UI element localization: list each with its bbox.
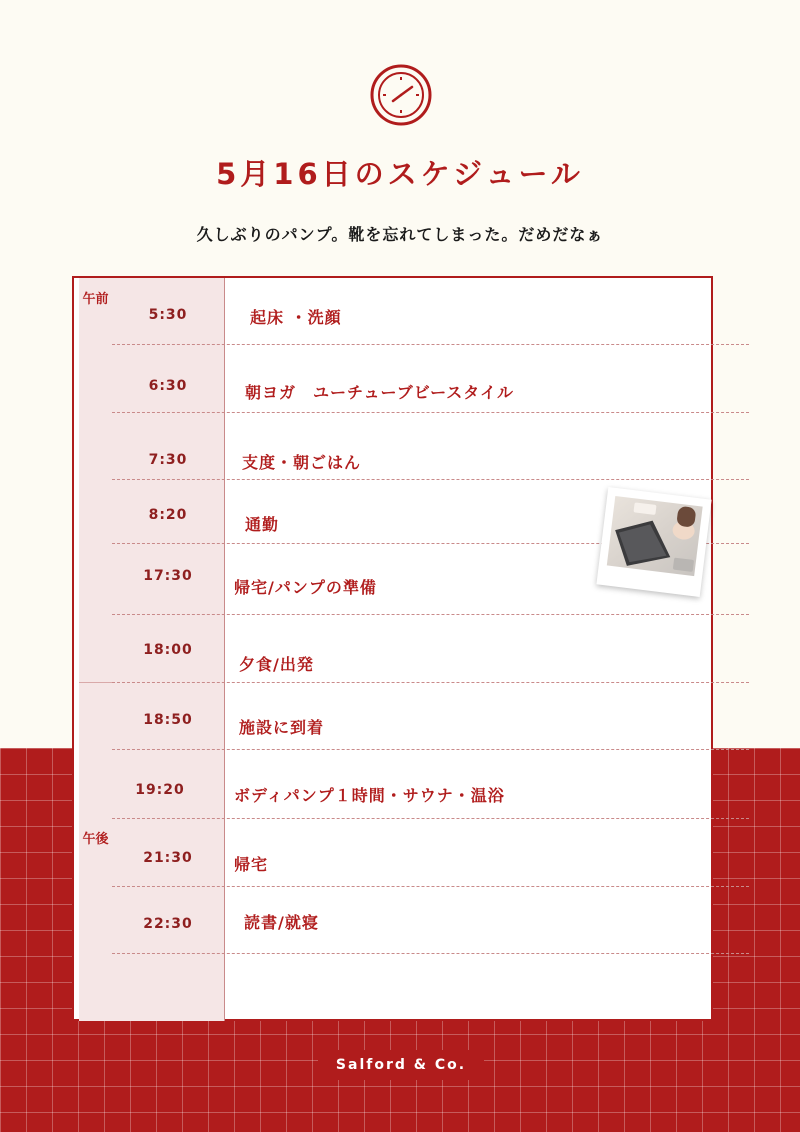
activity-label: 支度・朝ごはん bbox=[242, 453, 362, 472]
period-label-pm: 午後 bbox=[82, 832, 109, 847]
time-label: 18:00 bbox=[143, 642, 193, 658]
time-label: 17:30 bbox=[143, 568, 193, 584]
schedule-card bbox=[72, 276, 713, 1021]
activity-label: 帰宅 bbox=[234, 855, 269, 874]
row-divider bbox=[112, 749, 749, 750]
laptop-illustration bbox=[607, 496, 703, 576]
time-label: 5:30 bbox=[148, 307, 188, 323]
activity-label: ボディパンプ１時間・サウナ・温浴 bbox=[234, 786, 505, 805]
time-label: 22:30 bbox=[143, 916, 193, 932]
time-label: 6:30 bbox=[148, 378, 188, 394]
time-label: 8:20 bbox=[148, 507, 188, 523]
page-title: 5月16日のスケジュール bbox=[216, 157, 584, 191]
activity-label: 施設に到着 bbox=[239, 718, 325, 737]
activity-label: 起床 ・洗顔 bbox=[250, 308, 342, 327]
row-divider bbox=[112, 614, 749, 615]
period-divider bbox=[79, 682, 112, 683]
time-label: 21:30 bbox=[143, 850, 193, 866]
activity-label: 夕食/出発 bbox=[239, 655, 314, 674]
activity-label: 読書/就寝 bbox=[244, 913, 319, 932]
row-divider bbox=[112, 412, 749, 413]
row-divider bbox=[112, 953, 749, 954]
row-divider bbox=[112, 344, 749, 345]
brand-label: Salford & Co. bbox=[318, 1050, 484, 1080]
clock-icon bbox=[369, 63, 433, 127]
activity-label: 通勤 bbox=[245, 515, 280, 534]
time-label: 7:30 bbox=[148, 452, 188, 468]
time-label: 19:20 bbox=[135, 782, 185, 798]
row-divider bbox=[112, 479, 749, 480]
laptop-photo bbox=[596, 487, 711, 597]
time-label: 18:50 bbox=[143, 712, 193, 728]
row-divider bbox=[112, 886, 749, 887]
row-divider bbox=[112, 682, 749, 683]
activity-label: 帰宅/パンプの準備 bbox=[234, 578, 377, 597]
row-divider bbox=[112, 818, 749, 819]
activity-label: 朝ヨガ ユーチューブビースタイル bbox=[245, 383, 514, 402]
period-label-am: 午前 bbox=[82, 292, 109, 307]
page-subtitle: 久しぶりのパンプ。靴を忘れてしまった。だめだなぁ bbox=[196, 225, 604, 244]
photo-image bbox=[607, 496, 703, 576]
period-column bbox=[79, 278, 113, 1021]
